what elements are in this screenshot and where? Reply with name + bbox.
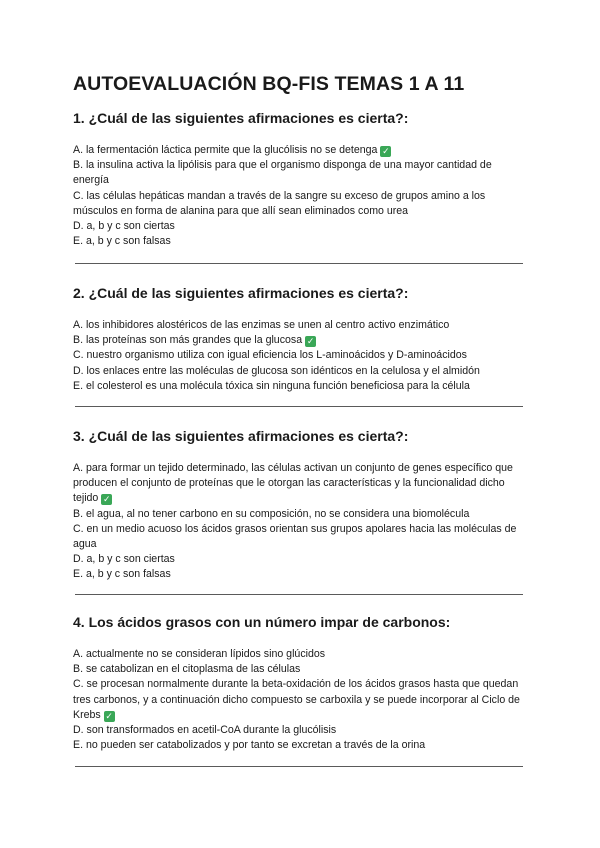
question-2 bbox=[73, 285, 528, 394]
question-3-option-a: A. para formar un tejido determinado, las células activan un conjunto de genes específico que producen el conjunto de proteínas que le otorgan las características y la funcionalidad dicho tejido ✓ bbox=[73, 462, 513, 505]
section-divider bbox=[75, 263, 523, 264]
check-mark-icon: ✓ bbox=[306, 336, 315, 347]
section-divider bbox=[75, 594, 523, 595]
check-mark-icon: ✓ bbox=[105, 710, 113, 721]
question-2-option-b: B. las proteínas son más grandes que la glucosa ✓ bbox=[73, 334, 315, 347]
question-3-option-e: E. a, b y c son falsas bbox=[73, 568, 171, 581]
question-3-title: 3. ¿Cuál de las siguientes afirmaciones es cierta?: bbox=[73, 428, 409, 444]
question-1-option-a: A. la fermentación láctica permite que la glucólisis no se detenga ✓ bbox=[73, 144, 390, 156]
question-4 bbox=[73, 614, 528, 753]
question-2-option-a: A. los inhibidores alostéricos de las enzimas se unen al centro activo enzimático bbox=[73, 319, 450, 331]
question-4-option-c: C. se procesan normalmente durante la beta-oxidación de los ácidos grasos hasta que quedan tres carbonos, y a continuación dicho compuesto se carboxila y se puede incorporar al Ciclo de Krebs ✓ bbox=[73, 678, 520, 721]
question-1-option-c: C. las células hepáticas mandan a través de la sangre su exceso de grupos amino a los músculos en forma de alanina para que allí sean eliminados como urea bbox=[73, 189, 486, 217]
question-2-option-e: E. el colesterol es una molécula tóxica sin ninguna función beneficiosa para la célula bbox=[73, 379, 470, 392]
question-3 bbox=[73, 428, 528, 583]
question-3-option-d: D. a, b y c son ciertas bbox=[73, 553, 175, 566]
question-4-option-e: E. no pueden ser catabolizados y por tanto se excretan a través de la orina bbox=[73, 739, 426, 752]
section-divider bbox=[75, 406, 523, 407]
question-2-option-d: D. los enlaces entre las moléculas de glucosa son idénticos en la celulosa y el almidón bbox=[73, 364, 480, 377]
question-3-option-b: B. el agua, al no tener carbono en su composición, no se considera una biomolécula bbox=[73, 507, 470, 520]
question-1-option-e: E. a, b y c son falsas bbox=[73, 235, 171, 248]
document-title: AUTOEVALUACIÓN BQ-FIS TEMAS 1 A 11 bbox=[73, 73, 465, 95]
question-4-option-b: B. se catabolizan en el citoplasma de las células bbox=[73, 663, 301, 676]
question-1-option-d: D. a, b y c son ciertas bbox=[73, 220, 175, 233]
question-4-title: 4. Los ácidos grasos con un número impar de carbonos: bbox=[73, 614, 451, 630]
question-4-option-d: D. son transformados en acetil-CoA durante la glucólisis bbox=[73, 724, 337, 737]
question-2-title: 2. ¿Cuál de las siguientes afirmaciones es cierta?: bbox=[73, 285, 409, 301]
check-mark-icon: ✓ bbox=[103, 494, 111, 505]
question-2-option-c: C. nuestro organismo utiliza con igual eficiencia los L-aminoácidos y D-aminoácidos bbox=[73, 349, 467, 362]
question-1-option-b: B. la insulina activa la lipólisis para que el organismo disponga de una mayor cantidad de energía bbox=[73, 159, 492, 187]
question-4-option-a: A. actualmente no se consideran lípidos sino glúcidos bbox=[73, 648, 326, 660]
question-1-title: 1. ¿Cuál de las siguientes afirmaciones es cierta?: bbox=[73, 110, 409, 126]
question-3-option-c: C. en un medio acuoso los ácidos grasos orientan sus grupos apolares hacia las moléculas de agua bbox=[73, 522, 517, 551]
question-1 bbox=[73, 110, 528, 249]
check-mark-icon: ✓ bbox=[382, 146, 390, 156]
section-divider bbox=[75, 766, 523, 767]
